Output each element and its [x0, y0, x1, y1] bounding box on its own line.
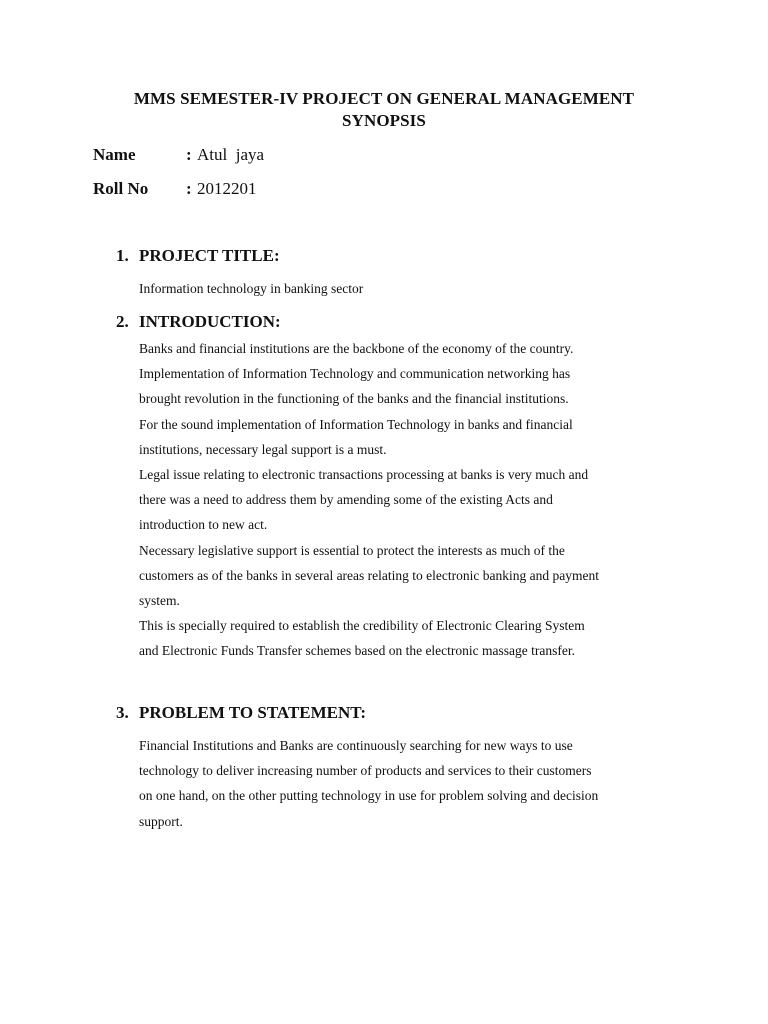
section-2-number: 2. — [116, 312, 129, 331]
paragraph-line: system. — [139, 593, 180, 609]
paragraph-line: there was a need to address them by amending some of the existing Acts and — [139, 492, 553, 508]
document-title-line-1: MMS SEMESTER-IV PROJECT ON GENERAL MANAGEMENT — [133, 89, 635, 108]
section-1-number: 1. — [116, 246, 129, 265]
paragraph-line: Banks and financial institutions are the backbone of the economy of the country. — [139, 341, 574, 356]
paragraph-line: Implementation of Information Technology and communication networking has — [139, 366, 571, 382]
document-title-line-2: SYNOPSIS — [342, 111, 426, 130]
paragraph-line: Information technology in banking sector — [139, 281, 364, 296]
paragraph-line: and Electronic Funds Transfer schemes based on the electronic massage transfer. — [139, 643, 575, 659]
section-3-number: 3. — [116, 703, 129, 722]
paragraph-line: customers as of the banks in several areas relating to electronic banking and payment — [139, 567, 599, 583]
paragraph-line: technology to deliver increasing number of products and services to their customers — [139, 763, 592, 779]
paragraph-line: Necessary legislative support is essential to protect the interests as much of the — [139, 542, 565, 558]
roll-no-separator: : — [186, 179, 192, 198]
paragraph-line: support. — [139, 813, 183, 829]
paragraph-line: institutions, necessary legal support is a must. — [139, 441, 387, 457]
paragraph-line: brought revolution in the functioning of the banks and the financial institutions. — [139, 391, 569, 407]
paragraph-line: introduction to new act. — [139, 517, 268, 533]
roll-no-value: 2012201 — [197, 179, 257, 198]
section-2-body — [139, 336, 699, 664]
name-value: Atul jaya — [197, 145, 265, 164]
name-label: Name — [93, 145, 136, 164]
section-3-body — [139, 733, 699, 834]
section-3-heading: PROBLEM TO STATEMENT: — [139, 703, 367, 722]
section-2-heading: INTRODUCTION: — [139, 312, 281, 331]
roll-no-label: Roll No — [93, 179, 149, 198]
paragraph-line: Legal issue relating to electronic transactions processing at banks is very much and — [139, 467, 589, 483]
name-separator: : — [186, 145, 192, 164]
paragraph-line: For the sound implementation of Information Technology in banks and financial — [139, 416, 573, 432]
paragraph-line: on one hand, on the other putting technology in use for problem solving and decision — [139, 788, 599, 804]
section-1-body — [139, 276, 699, 301]
section-1-heading: PROJECT TITLE: — [139, 246, 280, 265]
paragraph-line: Financial Institutions and Banks are continuously searching for new ways to use — [139, 738, 573, 753]
paragraph-line: This is specially required to establish the credibility of Electronic Clearing System — [139, 618, 585, 634]
